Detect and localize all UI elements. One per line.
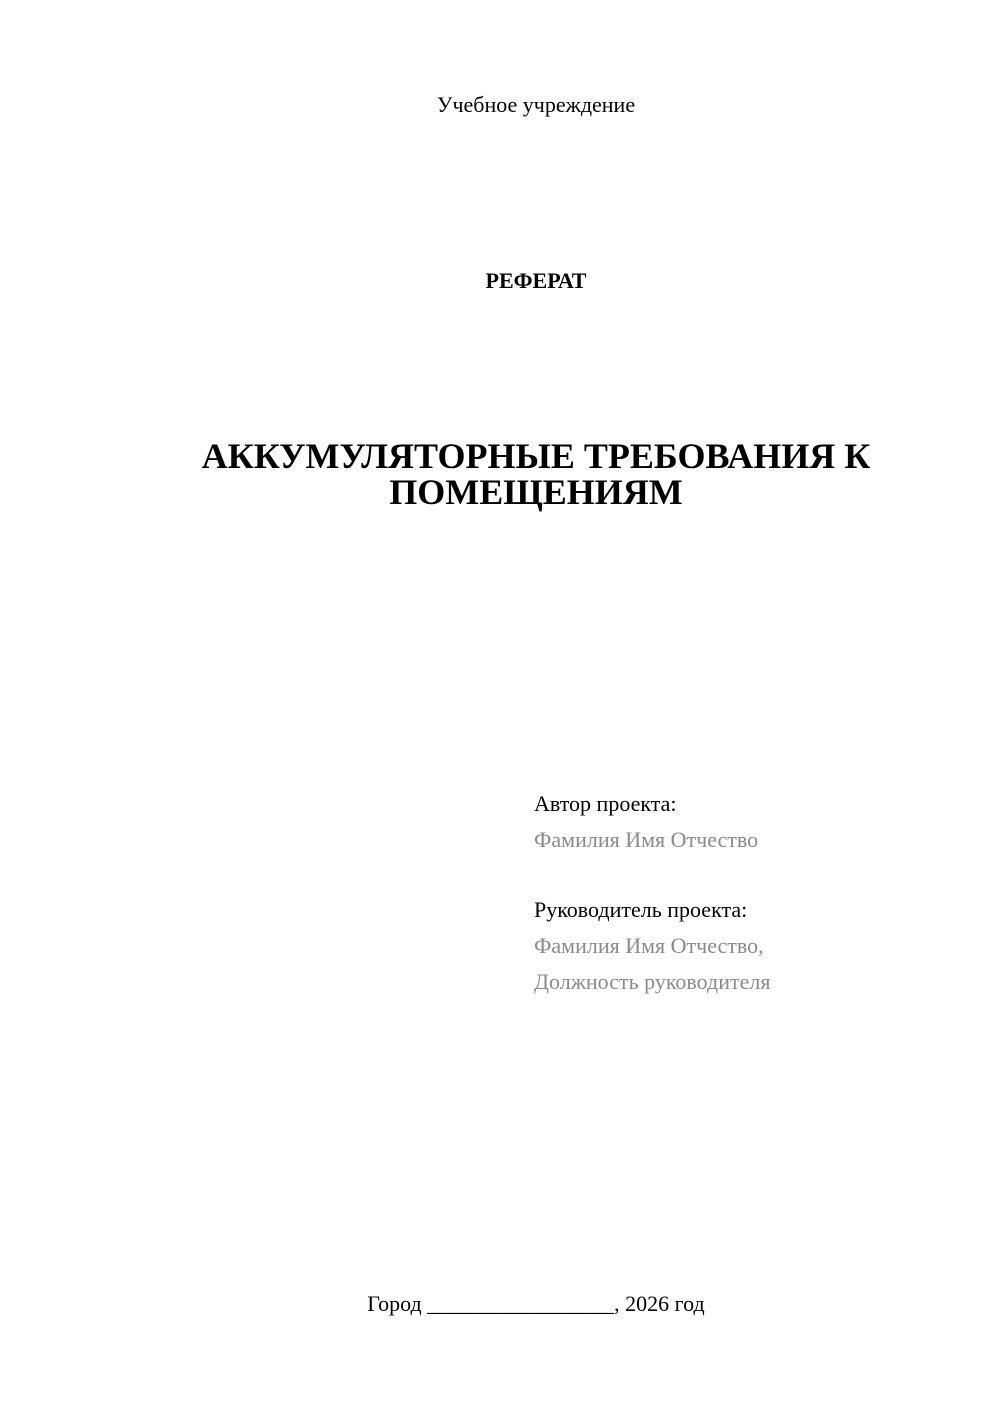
document-title: АККУМУЛЯТОРНЫЕ ТРЕБОВАНИЯ К ПОМЕЩЕНИЯМ: [201, 436, 871, 512]
supervisor-name-placeholder: Фамилия Имя Отчество,: [534, 933, 764, 958]
author-label: Автор проекта:: [534, 791, 677, 816]
project-info-block: [534, 786, 974, 1000]
spacer: [534, 858, 974, 892]
supervisor-position-placeholder: Должность руководителя: [534, 969, 771, 994]
document-type: РЕФЕРАТ: [485, 268, 587, 293]
supervisor-label: Руководитель проекта:: [534, 897, 748, 922]
city-year-line: Город _________________, 2026 год: [367, 1291, 705, 1316]
author-name-placeholder: Фамилия Имя Отчество: [534, 827, 759, 852]
institution-name: Учебное учреждение: [436, 92, 636, 117]
